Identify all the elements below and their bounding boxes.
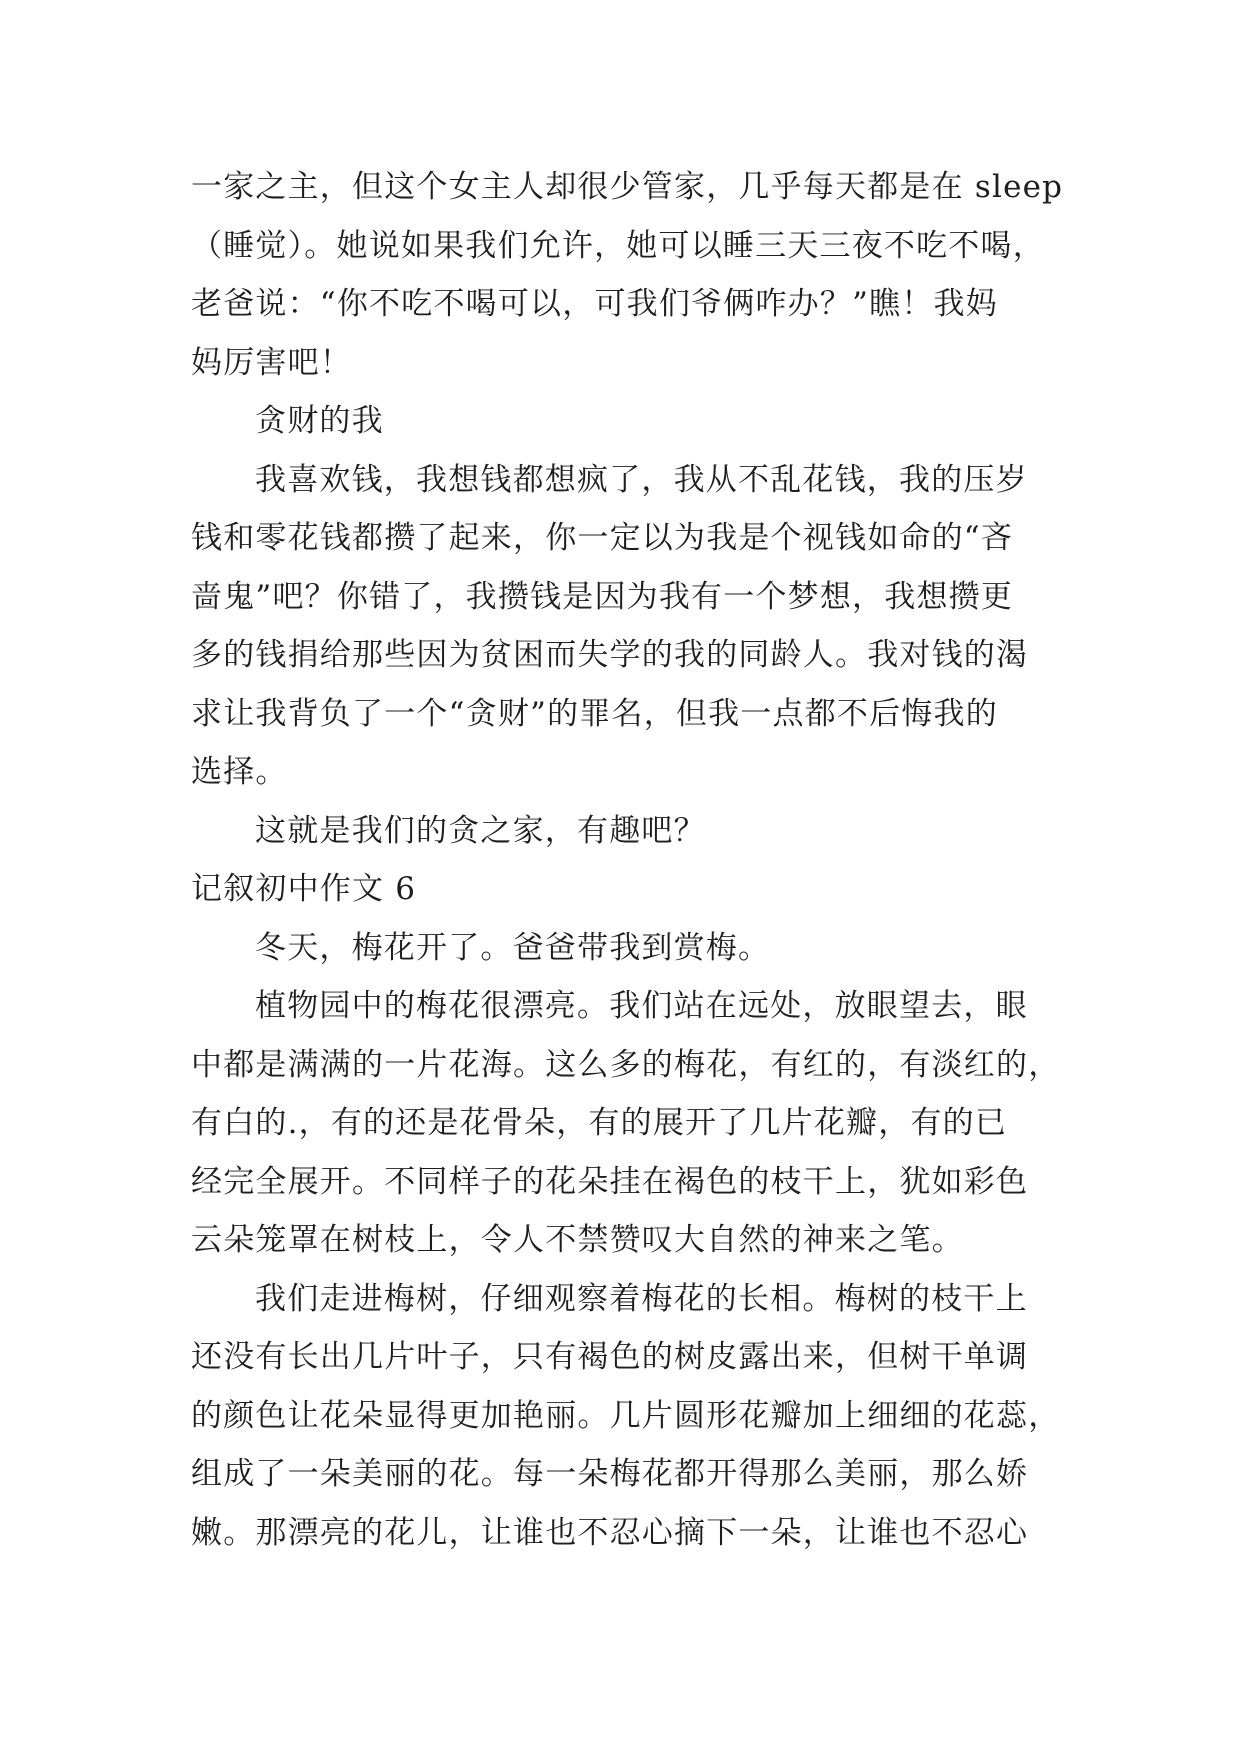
paragraph-line: 妈厉害吧！: [191, 344, 352, 381]
paragraph-line: 我喜欢钱，我想钱都想疯了，我从不乱花钱，我的压岁: [255, 461, 1028, 498]
paragraph-line: 啬鬼”吧？你错了，我攒钱是因为我有一个梦想，我想攒更: [191, 578, 1014, 615]
paragraph-line: 冬天，梅花开了。爸爸带我到赏梅。: [255, 929, 771, 966]
paragraph-line: 多的钱捐给那些因为贫困而失学的我的同龄人。我对钱的渴: [191, 637, 1029, 673]
paragraph-line: 经完全展开。不同样子的花朵挂在褐色的枝干上，犹如彩色: [191, 1163, 1029, 1200]
paragraph-line: 我们走进梅树，仔细观察着梅花的长相。梅树的枝干上: [255, 1280, 1028, 1317]
paragraph-line: 植物园中的梅花很漂亮。我们站在远处，放眼望去，眼: [255, 988, 1028, 1024]
paragraph-line: 有白的.，有的还是花骨朵，有的展开了几片花瓣，有的已: [191, 1105, 1008, 1141]
paragraph-line: 老爸说：“你不吃不喝可以，可我们爷俩咋办？”瞧！我妈: [191, 286, 998, 322]
paragraph-line: 钱和零花钱都攒了起来，你一定以为我是个视钱如命的“吝: [191, 520, 1014, 556]
paragraph-line: 这就是我们的贪之家，有趣吧？: [255, 812, 706, 849]
paragraph-line: 一家之主，但这个女主人却很少管家，几乎每天都是在 sleep: [191, 169, 1064, 205]
paragraph-line: 的颜色让花朵显得更加艳丽。几片圆形花瓣加上细细的花蕊，: [191, 1397, 1061, 1434]
paragraph-line: 中都是满满的一片花海。这么多的梅花，有红的，有淡红的，: [191, 1046, 1061, 1083]
section-heading: 记叙初中作文 6: [191, 871, 417, 907]
paragraph-line: 云朵笼罩在树枝上，令人不禁赞叹大自然的神来之笔。: [191, 1222, 964, 1258]
paragraph-line: 组成了一朵美丽的花。每一朵梅花都开得那么美丽，那么娇: [191, 1456, 1029, 1492]
paragraph-line: 还没有长出几片叶子，只有褐色的树皮露出来，但树干单调: [191, 1339, 1029, 1375]
paragraph-line: 求让我背负了一个“贪财”的罪名，但我一点都不后悔我的: [191, 695, 998, 732]
paragraph-line: （睡觉）。她说如果我们允许，她可以睡三天三夜不吃不喝，: [191, 227, 1045, 264]
subheading: 贪财的我: [255, 403, 384, 439]
paragraph-line: 嫩。那漂亮的花儿，让谁也不忍心摘下一朵，让谁也不忍心: [191, 1514, 1029, 1551]
paragraph-line: 选择。: [191, 754, 288, 790]
document-body: [191, 158, 1064, 1562]
